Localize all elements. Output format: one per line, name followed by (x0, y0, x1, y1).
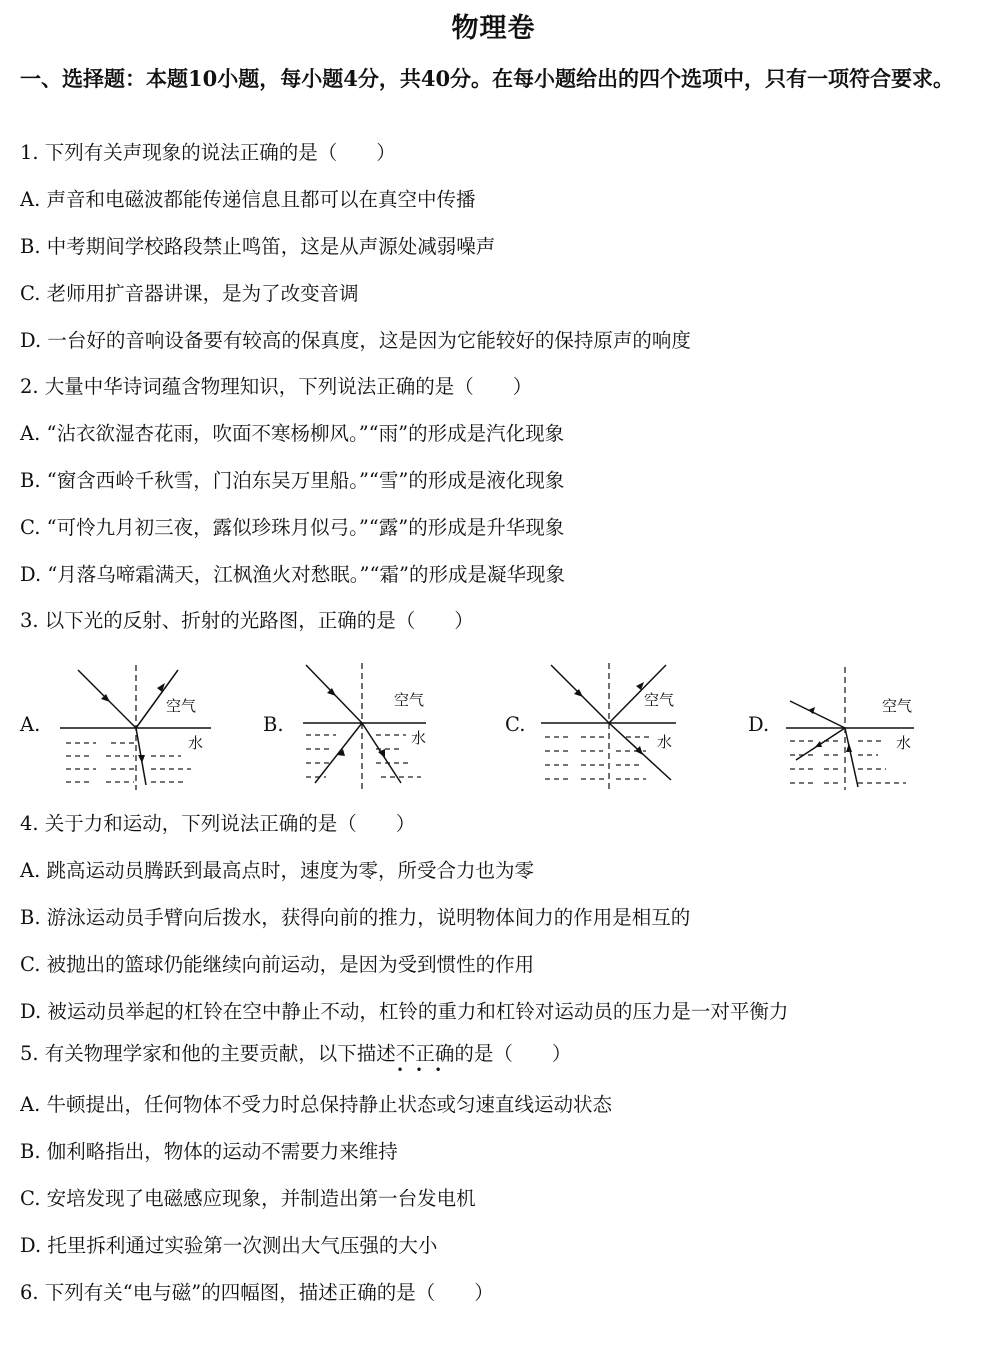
question-5-option-d: D. 托里拆利通过实验第一次测出大气压强的大小 (20, 1234, 438, 1257)
question-2-stem: 2. 大量中华诗词蕴含物理知识，下列说法正确的是（ ） (20, 375, 533, 398)
question-5-emphasis-text: 不正确 (395, 1042, 455, 1065)
option-b-label: B. (263, 713, 284, 736)
question-5-stem-before: 5. 有关物理学家和他的主要贡献，以下描述 (20, 1042, 396, 1065)
question-1-option-a: A. 声音和电磁波都能传递信息且都可以在真空中传播 (20, 188, 476, 211)
question-1-option-d: D. 一台好的音响设备要有较高的保真度，这是因为它能较好的保持原声的响度 (20, 329, 691, 352)
question-2-option-d: D. “月落乌啼霜满天，江枫渔火对愁眠。”“霜”的形成是凝华现象 (20, 563, 565, 586)
option-a-label: A. (20, 713, 41, 736)
question-4-option-d: D. 被运动员举起的杠铃在空中静止不动，杠铃的重力和杠铃对运动员的压力是一对平衡力 (20, 1000, 789, 1023)
light-path-diagram-c (541, 655, 686, 790)
question-2-option-c: C. “可怜九月初三夜，露似珍珠月似弓。”“露”的形成是升华现象 (20, 516, 565, 539)
option-d-label: D. (748, 713, 770, 736)
light-path-diagram-a (56, 655, 221, 790)
question-1-option-b: B. 中考期间学校路段禁止鸣笛，这是从声源处减弱噪声 (20, 235, 496, 258)
water-label-c: 水 (657, 733, 673, 751)
air-label-d: 空气 (882, 697, 913, 715)
question-4-option-a: A. 跳高运动员腾跃到最高点时，速度为零，所受合力也为零 (20, 859, 534, 882)
air-label-c: 空气 (644, 691, 675, 709)
emphasis-dots: ••• (396, 1063, 454, 1077)
question-5-emphasis (395, 1041, 455, 1077)
water-label-d: 水 (896, 734, 912, 752)
question-5-stem-after: 的是（ ） (454, 1042, 572, 1065)
question-1-option-c: C. 老师用扩音器讲课，是为了改变音调 (20, 282, 359, 305)
option-c-label: C. (505, 713, 526, 736)
question-5-option-b: B. 伽利略指出，物体的运动不需要力来维持 (20, 1140, 398, 1163)
question-4-option-c: C. 被抛出的篮球仍能继续向前运动，是因为受到惯性的作用 (20, 953, 535, 976)
question-5-option-c: C. 安培发现了电磁感应现象，并制造出第一台发电机 (20, 1187, 476, 1210)
water-label-b: 水 (411, 729, 427, 747)
light-path-diagram-d (786, 655, 921, 790)
question-4-option-b: B. 游泳运动员手臂向后拨水，获得向前的推力，说明物体间力的作用是相互的 (20, 906, 691, 929)
question-5-option-a: A. 牛顿提出，任何物体不受力时总保持静止状态或匀速直线运动状态 (20, 1093, 612, 1116)
light-path-diagram-b (301, 655, 436, 790)
question-2-option-b: B. “窗含西岭千秋雪，门泊东吴万里船。”“雪”的形成是液化现象 (20, 469, 565, 492)
question-2-option-a: A. “沾衣欲湿杏花雨，吹面不寒杨柳风。”“雨”的形成是汽化现象 (20, 422, 565, 445)
air-label-a: 空气 (166, 697, 197, 715)
question-1-stem: 1. 下列有关声现象的说法正确的是（ ） (20, 141, 396, 164)
page-title: 物理卷 (451, 13, 536, 44)
question-4-stem: 4. 关于力和运动，下列说法正确的是（ ） (20, 812, 416, 835)
section-heading: 一、选择题：本题10小题，每小题4分，共40分。在每小题给出的四个选项中，只有一项符合要求。 (20, 66, 955, 91)
air-label-b: 空气 (394, 691, 425, 709)
question-5-stem (20, 1041, 572, 1077)
question-3-stem: 3. 以下光的反射、折射的光路图，正确的是（ ） (20, 609, 474, 632)
question-6-stem: 6. 下列有关“电与磁”的四幅图，描述正确的是（ ） (20, 1281, 494, 1304)
water-label-a: 水 (188, 734, 204, 752)
